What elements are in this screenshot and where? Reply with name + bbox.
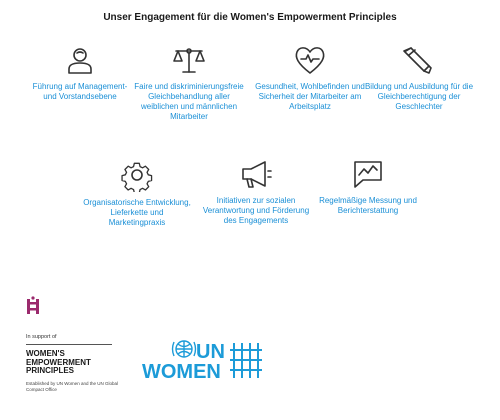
un-women-logo [142,338,276,382]
wep-line: EMPOWERMENT [26,357,91,367]
wep-subtext: Established by UN Women and the UN Global Compact Office [26,381,118,392]
principle-initiatives [201,158,311,226]
principle-label: Führung auf Management- und Vorstandsebene [32,82,128,101]
principle-label: Bildung und Ausbildung für die Gleichberechtigung der Geschlechter [364,82,474,111]
women-text: WOMEN [142,361,221,382]
page-title: Unser Engagement für die Women's Empowerment Principles [103,12,397,23]
support-text: In support of [26,334,57,340]
wep-brand-icon [26,296,40,316]
divider [26,344,112,345]
un-text: UN [196,341,225,363]
principle-label: Initiativen zur sozialen Verantwortung und Förderung des Engagements [202,196,310,225]
principle-leadership [25,44,135,102]
scales-icon [172,44,206,76]
chart-message-icon [351,158,385,190]
megaphone-icon [239,158,273,190]
un-women-mark-icon [230,343,262,378]
principle-organisation [82,158,192,228]
wep-line: WOMEN'S [26,349,65,358]
person-icon [64,44,96,76]
pencil-icon [403,44,435,76]
principle-equal-treatment [134,44,244,122]
principle-health [255,44,365,112]
principle-reporting [313,158,423,216]
gear-icon [120,158,154,192]
wep-line: PRINCIPLES [26,366,75,375]
principle-education [364,44,474,112]
heart-pulse-icon [293,44,327,76]
principle-label: Gesundheit, Wohlbefinden und Sicherheit der Mitarbeiter am Arbeitsplatz [255,82,365,111]
principle-label: Organisatorische Entwicklung, Lieferkette und Marketingpraxis [83,198,191,227]
wep-logo-text [26,350,91,376]
principle-label: Faire und diskriminierungsfreie Gleichbehandlung aller weiblichen und männlichen Mitarbeiter [134,82,244,121]
un-emblem-icon [173,341,196,357]
principle-label: Regelmäßige Messung und Berichterstattung [319,196,417,215]
